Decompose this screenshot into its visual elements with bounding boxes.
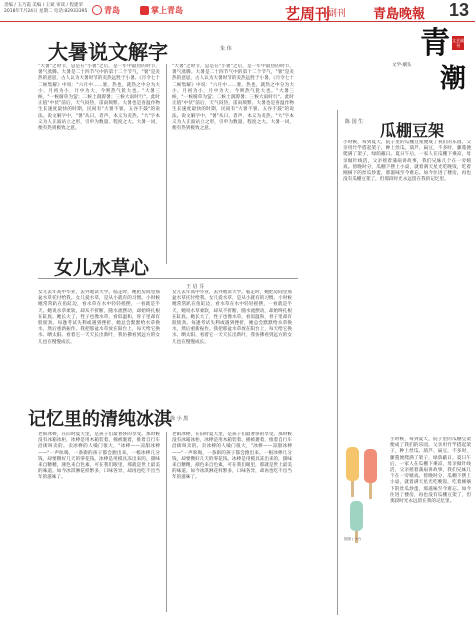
article-4-byline: 陈 国 生 [345,119,364,125]
qingdian-logo-icon [92,5,102,15]
seal-char-1: 青 [420,26,450,61]
editor-info [4,3,87,15]
zhangshang-logo-text: 掌上青岛 [151,5,183,15]
column-rule [166,432,167,612]
page-number: 13 [449,0,470,20]
article-2-body-col-1: 女儿去年高中毕业，去外地读大学。临走时，她把房间里那盆水草托付给我。女儿爱水草，是从小就有的习惯。小时候她常常趴在鱼缸边，看水草在水中轻轻摇摆，一看就是半天。她说水草柔软，却从不折断，随水流摆动，却始终扎根在缸底。她长大了，性子也像水草，看似温和，骨子里却有股韧劲。每逢考试失利或遇到挫折，她总会默默给水草换水，然后重新振作。我把那盆水草放在阳台上，每天给它换水、晒太阳。看着它一天天长出新叶，我仿佛看到远方的女儿也在慢慢成长。 [38,290,160,345]
seal-char-2: 潮 [440,64,467,94]
qingdian-logo [92,4,120,16]
article-2-body-col-2: 女儿去年高中毕业，去外地读大学。临走时，她把房间里那盆水草托付给我。女儿爱水草，是从小就有的习惯。小时候她常常趴在鱼缸边，看水草在水中轻轻摇摆，一看就是半天。她说水草柔软，却从不折断，随水流摆动，却始终扎根在缸底。她长大了，性子也像水草，看似温和，骨子里却有股韧劲。每逢考试失利或遇到挫折，她总会默默给水草换水，然后重新振作。我把那盆水草放在阳台上，每天给它换水、晒太阳。看着它一天天长出新叶，我仿佛看到远方的女儿也在慢慢成长。 [172,290,292,345]
article-1-body-col-2: "大暑"之时节，总是在"小暑"之后，是一年中最热的时节，暑气蒸腾。大暑是二十四节气中的第十二个节气，"暑"是炎热的意思，古人认为大暑时节的炎热远胜于小暑。《月令七十二候集解》中说："六月中……暑，热也，就热之中分为大小，月初为小，月中为大，今则热气犹大也。"大暑三候，"一候腐草为萤；二候土润溽暑；三候大雨时行"。此时正值"中伏"前后，天气闷热，雷雨频繁。大暑也是喜温作物生长速度最快的时期，民间有"大暑不暑，五谷不鼓"的说法。说文解字中，"暑"从日，者声，本义为炎热。"大"字本义为人正面站立之形，引申为数量、程度之大。大暑一词，便有热到极致之意。 [172,64,294,132]
section-masthead: 艺周刊 [285,5,331,23]
popsicle-illustration [342,437,384,547]
newspaper-name: 青島晚報 [373,7,426,22]
column-seal [370,18,475,108]
column-rule [337,110,338,615]
column-rule [166,64,167,264]
section-masthead-sub: ·副刊 [325,9,346,19]
article-1-byline: 朱 伟 [220,46,232,52]
illustration-caption: 插图 / 小台 [344,537,362,541]
zhangshang-logo [140,4,183,16]
editor-info-line-1: 责编 / 玉乃霞 美编 / 王斌 审读 / 程建荣 [4,3,83,8]
qingdian-logo-text: 青岛 [104,5,120,15]
article-3-title: 记忆里的清纯冰淇 [28,409,172,430]
article-4-body-bottom: 小时候，每到夏天，院子里的瓜棚豆架便成了我们的乐园。父亲用竹竿搭起架子，种上丝瓜、葫芦、扁豆，不多时，藤蔓便爬满了架子，绿荫蔽日。夏日午后，一家人在瓜棚下乘凉，母亲做针线活，父亲摇着蒲扇讲故事，我们兄妹几个在一旁嬉戏。傍晚时分，瓜棚下摆上小桌，就着满天星光吃晚饭，吃着刚摘下的丝瓜炒蛋，那滋味至今难忘。如今住进了楼房，再也没有瓜棚豆架了，但那段时光永远留在我的记忆里。 [390,437,471,505]
article-4-body-top: 小时候，每到夏天，院子里的瓜棚豆架便成了我们的乐园。父亲用竹竿搭起架子，种上丝瓜、葫芦、扁豆，不多时，藤蔓便爬满了架子，绿荫蔽日。夏日午后，一家人在瓜棚下乘凉，母亲做针线活，父亲摇着蒲扇讲故事，我们兄妹几个在一旁嬉戏。傍晚时分，瓜棚下摆上小桌，就着满天星光吃晚饭，吃着刚摘下的丝瓜炒蛋，那滋味至今难忘。如今住进了楼房，再也没有瓜棚豆架了，但那段时光永远留在我的记忆里。 [343,140,471,183]
article-3-byline: 徐 小 黑 [170,416,189,422]
article-3-body-col-1: 老街冰棒，在旧时夏天里，是孩子们最奢侈的享受。那时候没有冰箱冰柜，冰棒是用木箱装着、棉被裹着，推着自行车沿街叫卖的。卖冰棒的人嗓门很大，"冰棒——凉甜冰棒——"一声吆喝，一条街的孩子都会跑出来。一根冰棒几分钱，却要攒好几天的零花钱。冰棒是用模具冻出来的，甜味来自糖精，颜色来自色素，可在我们眼里，那就是世上最美的味道。如今冰淇淋花样繁多，口味各异，却再也吃不出当年的滋味了。 [38,432,160,481]
article-4-title: 瓜棚豆架 [380,121,445,140]
article-2-title: 女儿水草心 [54,257,150,279]
article-1-title: 大暑说文解字 [48,40,168,64]
article-1-body-col-1: "大暑"之时节，总是在"小暑"之后，是一年中最热的时节，暑气蒸腾。大暑是二十四节气中的第十二个节气，"暑"是炎热的意思，古人认为大暑时节的炎热远胜于小暑。《月令七十二候集解》中说："六月中……暑，热也，就热之中分为大小，月初为小，月中为大，今则热气犹大也。"大暑三候，"一候腐草为萤；二候土润溽暑；三候大雨时行"。此时正值"中伏"前后，天气闷热，雷雨频繁。大暑也是喜温作物生长速度最快的时期，民间有"大暑不暑，五谷不鼓"的说法。说文解字中，"暑"从日，者声，本义为炎热。"大"字本义为人正面站立之形，引申为数量、程度之大。大暑一词，便有热到极致之意。 [38,64,160,132]
seal-subtitle: 文学·潮头 [392,63,412,68]
section-divider [38,278,298,279]
article-3-body-col-2: 老街冰棒，在旧时夏天里，是孩子们最奢侈的享受。那时候没有冰箱冰柜，冰棒是用木箱装着、棉被裹着，推着自行车沿街叫卖的。卖冰棒的人嗓门很大，"冰棒——凉甜冰棒——"一声吆喝，一条街的孩子都会跑出来。一根冰棒几分钱，却要攒好几天的零花钱。冰棒是用模具冻出来的，甜味来自糖精，颜色来自色素，可在我们眼里，那就是世上最美的味道。如今冰淇淋花样繁多，口味各异，却再也吃不出当年的滋味了。 [172,432,292,481]
illustration [342,437,384,547]
article-2-byline: 王 启 芬 [186,284,205,290]
seal-red-label: 文艺副刊 [452,38,464,48]
zhangshang-logo-icon [140,6,149,15]
editor-info-line-2: 2018年7月24日 星期二 电话:82933395 [4,9,88,14]
